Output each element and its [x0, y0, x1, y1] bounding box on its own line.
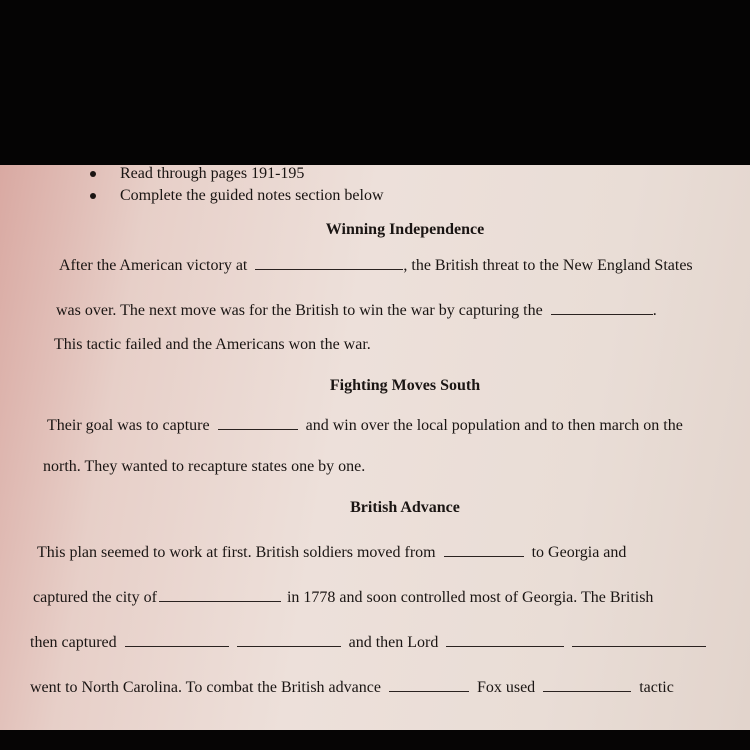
- line-text: and win over the local population and to then march on the: [305, 417, 683, 434]
- dark-edge: [0, 730, 750, 750]
- line-text: and then Lord: [348, 634, 439, 651]
- instruction-item: [88, 165, 384, 185]
- notes-line: [56, 300, 657, 321]
- answer-blank[interactable]: [446, 632, 564, 647]
- instruction-item: [88, 185, 384, 207]
- answer-blank[interactable]: [218, 415, 298, 430]
- notes-line: [47, 415, 683, 436]
- answer-blank[interactable]: [543, 677, 631, 692]
- line-text: to Georgia and: [531, 544, 627, 561]
- section-heading: Fighting Moves South: [329, 377, 481, 394]
- bullet-icon: [90, 193, 96, 199]
- answer-blank[interactable]: [572, 632, 706, 647]
- notes-line: [54, 335, 371, 355]
- line-text: After the American victory at: [59, 257, 248, 274]
- answer-blank[interactable]: [237, 632, 341, 647]
- line-text: .: [652, 302, 657, 319]
- answer-blank[interactable]: [159, 587, 281, 602]
- line-text: north. They wanted to recapture states one by one.: [43, 458, 366, 475]
- line-text: tactic: [639, 679, 674, 696]
- answer-blank[interactable]: [125, 632, 229, 647]
- line-text: went to North Carolina. To combat the British advance: [30, 679, 381, 696]
- instruction-list: [88, 165, 384, 207]
- line-text: This tactic failed and the Americans won the war.: [54, 336, 371, 353]
- answer-blank[interactable]: [389, 677, 469, 692]
- instruction-text: Complete the guided notes section below: [120, 187, 384, 204]
- notes-line: [59, 255, 693, 276]
- line-text: captured the city of: [33, 589, 157, 606]
- line-text: Their goal was to capture: [47, 417, 210, 434]
- line-text: then captured: [30, 634, 117, 651]
- answer-blank[interactable]: [255, 255, 403, 270]
- line-text: was over. The next move was for the British to win the war by capturing the: [56, 302, 543, 319]
- line-text: in 1778 and soon controlled most of Georgia. The British: [286, 589, 654, 606]
- notes-line: [37, 542, 626, 563]
- section-heading: British Advance: [350, 499, 460, 516]
- notes-line: [30, 677, 674, 698]
- notes-line: [33, 587, 653, 608]
- worksheet-page: [0, 165, 750, 730]
- line-text: This plan seemed to work at first. British soldiers moved from: [37, 544, 436, 561]
- line-text: , the British threat to the New England States: [403, 257, 693, 274]
- line-text: Fox used: [476, 679, 536, 696]
- instruction-text: Read through pages 191-195: [120, 165, 305, 182]
- answer-blank[interactable]: [551, 300, 653, 315]
- notes-line: [30, 632, 706, 653]
- bullet-icon: [90, 171, 96, 177]
- notes-line: [43, 457, 365, 477]
- answer-blank[interactable]: [444, 542, 524, 557]
- section-heading: Winning Independence: [325, 221, 485, 238]
